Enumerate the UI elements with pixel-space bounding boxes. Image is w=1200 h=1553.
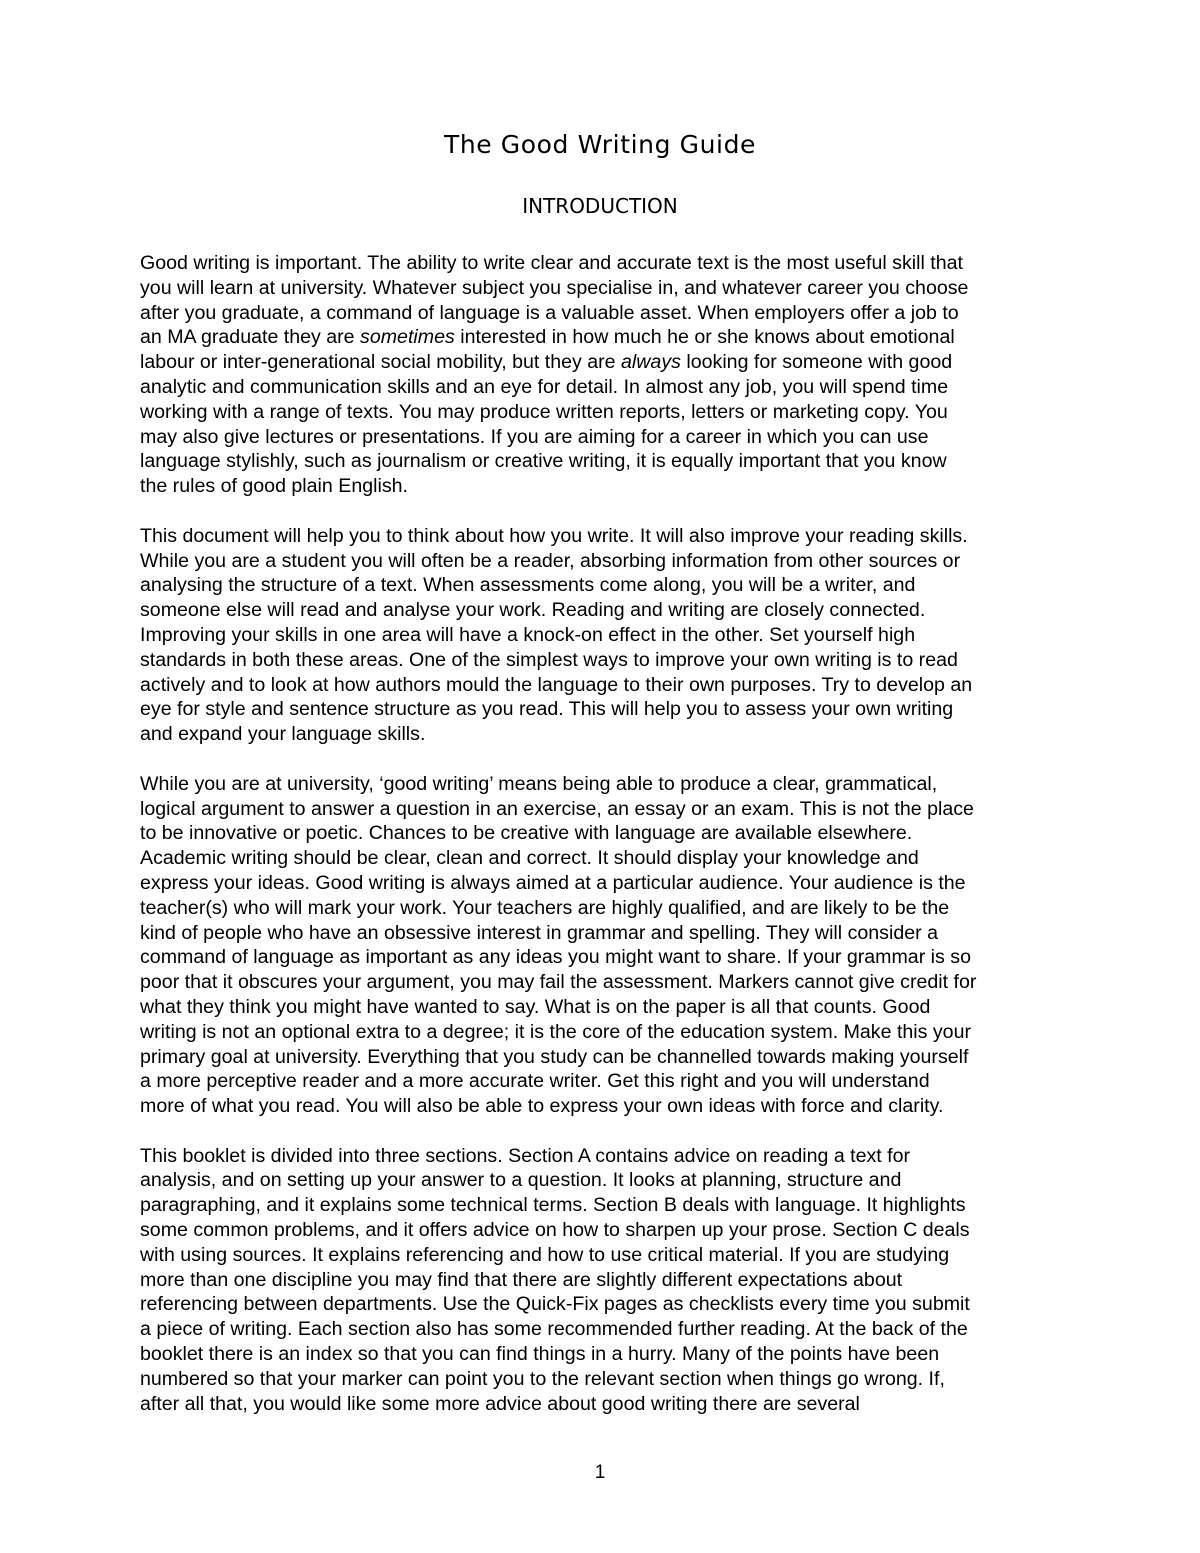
text-run: writing is not an optional extra to a degree; it is the core of the education system. Make this your — [140, 1020, 971, 1043]
text-run: some common problems, and it offers advice on how to sharpen up your prose. Section C deals — [140, 1219, 970, 1242]
text-run: a more perceptive reader and a more accurate writer. Get this right and you will understand — [140, 1070, 930, 1093]
text-run: labour or inter-generational social mobility, but they are — [140, 351, 622, 374]
emphasized-text: sometimes — [360, 326, 455, 349]
text-line — [140, 1094, 1065, 1119]
text-run: working with a range of texts. You may produce written reports, letters or marketing copy. You — [140, 400, 948, 423]
text-run: you will learn at university. Whatever subject you specialise in, and whatever career you choose — [140, 276, 969, 299]
text-line — [140, 425, 1065, 450]
body-text — [140, 251, 1065, 1441]
text-run: poor that it obscures your argument, you may fail the assessment. Markers cannot give credit for — [140, 971, 977, 994]
text-line — [140, 1020, 1065, 1045]
text-run: language stylishly, such as journalism or creative writing, it is equally important that you know — [140, 450, 947, 473]
text-line — [140, 1069, 1065, 1094]
text-run: looking for someone with good — [680, 351, 953, 374]
text-line — [140, 970, 1065, 995]
text-run: booklet there is an index so that you can find things in a hurry. Many of the points have been — [140, 1343, 940, 1366]
text-line — [140, 673, 1065, 698]
body-paragraph — [140, 251, 1065, 499]
body-paragraph — [140, 524, 1065, 747]
text-run: an MA graduate they are — [140, 326, 361, 349]
text-line — [140, 772, 1065, 797]
text-run: what they think you might have wanted to say. What is on the paper is all that counts. Good — [140, 995, 931, 1018]
emphasized-text: always — [621, 351, 681, 374]
text-run: may also give lectures or presentations. If you are aiming for a career in which you can use — [140, 425, 929, 448]
document-title: The Good Writing Guide — [443, 130, 757, 159]
text-line — [140, 449, 1065, 474]
text-run: more of what you read. You will also be able to express your own ideas with force and clarity. — [140, 1095, 944, 1118]
text-line — [140, 995, 1065, 1020]
text-run: to be innovative or poetic. Chances to be creative with language are available elsewhere. — [140, 822, 913, 845]
text-run: after all that, you would like some more advice about good writing there are several — [140, 1392, 860, 1415]
text-run: analysis, and on setting up your answer to a question. It looks at planning, structure and — [140, 1169, 902, 1192]
text-line — [140, 1218, 1065, 1243]
text-run: teacher(s) who will mark your work. Your teachers are highly qualified, and are likely to be the — [140, 896, 950, 919]
text-run: express your ideas. Good writing is always aimed at a particular audience. Your audience is the — [140, 871, 966, 894]
text-run: Improving your skills in one area will have a knock-on effect in the other. Set yourself high — [140, 623, 916, 646]
text-run: referencing between departments. Use the Quick-Fix pages as checklists every time you submit — [140, 1293, 970, 1316]
text-line — [140, 1392, 1065, 1417]
text-line — [140, 921, 1065, 946]
text-run: logical argument to answer a question in an exercise, an essay or an exam. This is not the place — [140, 797, 974, 820]
text-line — [140, 524, 1065, 549]
text-run: interested in how much he or she knows about emotional — [454, 326, 955, 349]
text-line — [140, 549, 1065, 574]
text-line — [140, 276, 1065, 301]
text-run: and expand your language skills. — [140, 723, 426, 746]
text-run: someone else will read and analyse your work. Reading and writing are closely connected. — [140, 599, 926, 622]
body-paragraph — [140, 772, 1065, 1119]
text-line — [140, 1168, 1065, 1193]
text-line — [140, 648, 1065, 673]
text-line — [140, 697, 1065, 722]
text-line — [140, 722, 1065, 747]
text-line — [140, 1243, 1065, 1268]
text-line — [140, 598, 1065, 623]
text-line — [140, 623, 1065, 648]
text-run: While you are a student you will often be a reader, absorbing information from other sources or — [140, 549, 961, 572]
text-run: actively and to look at how authors mould the language to their own purposes. Try to develop an — [140, 673, 973, 696]
text-line — [140, 350, 1065, 375]
text-run: While you are at university, ‘good writing’ means being able to produce a clear, grammatical, — [140, 772, 938, 795]
text-line — [140, 375, 1065, 400]
text-run: standards in both these areas. One of the simplest ways to improve your own writing is to read — [140, 648, 958, 671]
text-line — [140, 871, 1065, 896]
text-line — [140, 1292, 1065, 1317]
text-run: This booklet is divided into three sections. Section A contains advice on reading a text for — [140, 1144, 911, 1167]
text-run: with using sources. It explains referencing and how to use critical material. If you are studying — [140, 1243, 950, 1266]
text-line — [140, 1342, 1065, 1367]
text-run: after you graduate, a command of language is a valuable asset. When employers offer a job to — [140, 301, 959, 324]
text-line — [140, 1367, 1065, 1392]
text-run: command of language as important as any ideas you might want to share. If your grammar is so — [140, 946, 971, 969]
text-line — [140, 573, 1065, 598]
text-run: This document will help you to think about how you write. It will also improve your reading skills. — [140, 524, 968, 547]
text-line — [140, 1045, 1065, 1070]
text-line — [140, 821, 1065, 846]
page-number: 1 — [594, 1462, 606, 1483]
text-line — [140, 1193, 1065, 1218]
text-run: eye for style and sentence structure as you read. This will help you to assess your own writing — [140, 698, 954, 721]
text-run: the rules of good plain English. — [140, 475, 408, 498]
text-line — [140, 325, 1065, 350]
text-line — [140, 797, 1065, 822]
text-line — [140, 1268, 1065, 1293]
text-run: Academic writing should be clear, clean and correct. It should display your knowledge and — [140, 847, 919, 870]
text-run: primary goal at university. Everything that you study can be channelled towards making yourself — [140, 1045, 969, 1068]
text-run: more than one discipline you may find that there are slightly different expectations about — [140, 1268, 903, 1291]
text-line — [140, 474, 1065, 499]
text-line — [140, 400, 1065, 425]
text-line — [140, 301, 1065, 326]
text-line — [140, 945, 1065, 970]
text-run: paragraphing, and it explains some technical terms. Section B deals with language. It highlights — [140, 1194, 966, 1217]
text-run: analytic and communication skills and an eye for detail. In almost any job, you will spend time — [140, 375, 949, 398]
text-line — [140, 251, 1065, 276]
text-line — [140, 1317, 1065, 1342]
section-heading: INTRODUCTION — [522, 194, 678, 218]
text-run: a piece of writing. Each section also has some recommended further reading. At the back of the — [140, 1318, 968, 1341]
text-line — [140, 1144, 1065, 1169]
text-run: kind of people who have an obsessive interest in grammar and spelling. They will consider a — [140, 921, 938, 944]
text-run: numbered so that your marker can point you to the relevant section when things go wrong. If, — [140, 1367, 945, 1390]
text-run: analysing the structure of a text. When assessments come along, you will be a writer, and — [140, 574, 916, 597]
text-run: Good writing is important. The ability to write clear and accurate text is the most useful skill that — [140, 252, 963, 274]
text-line — [140, 846, 1065, 871]
body-paragraph — [140, 1144, 1065, 1417]
text-line — [140, 896, 1065, 921]
